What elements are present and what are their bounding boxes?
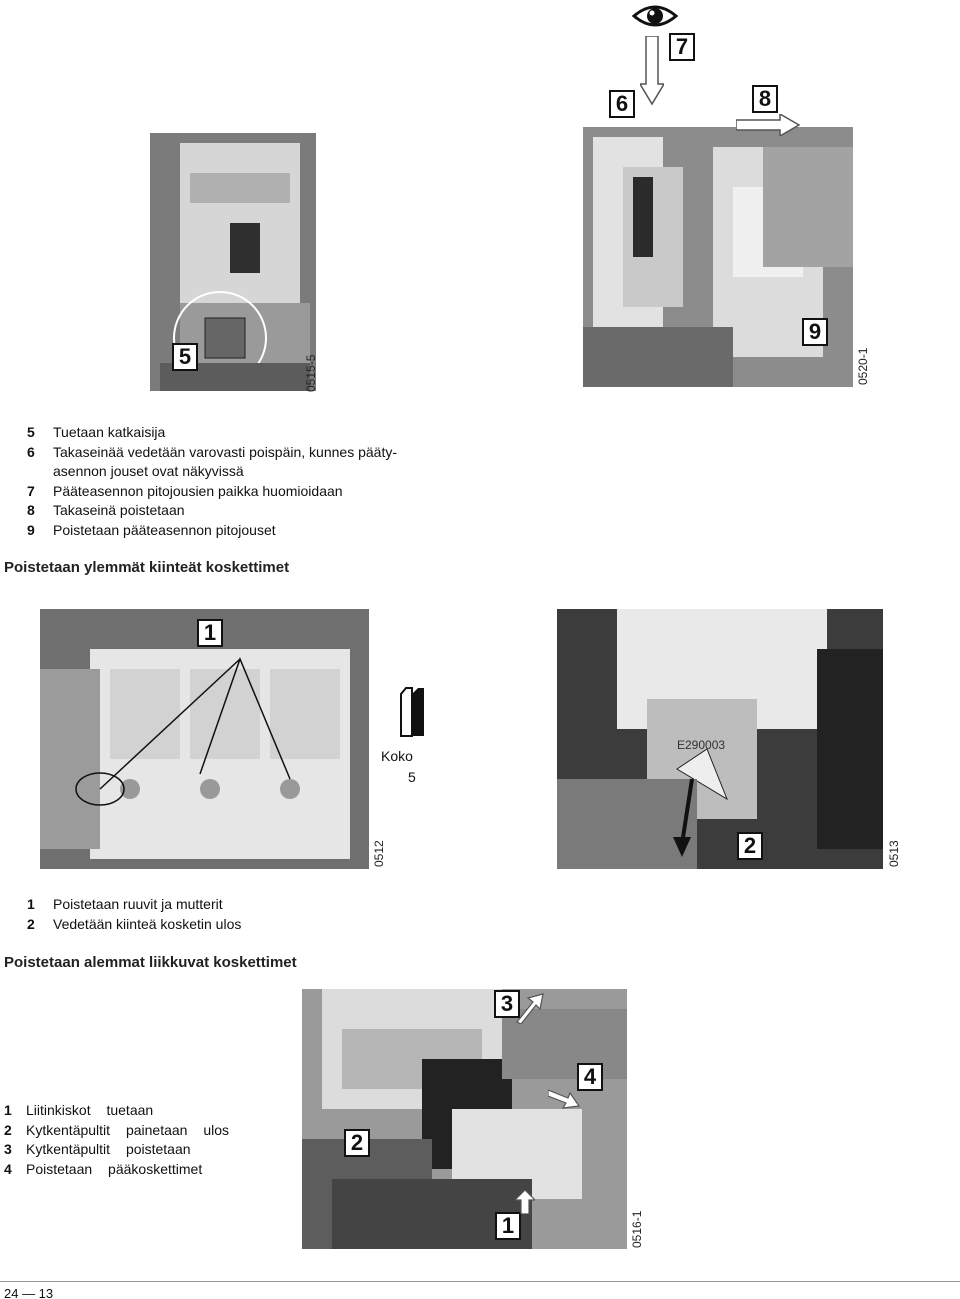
- arrow-up-right-icon: [515, 992, 545, 1024]
- legend-num: 1: [4, 1102, 12, 1118]
- arrow-right-icon: [736, 114, 800, 136]
- photo-pull-fixed-contact: [557, 609, 883, 869]
- legend-text: Poistetaan pääkoskettimet: [26, 1160, 203, 1177]
- arrow-up-icon: [515, 1190, 535, 1214]
- image-code-fig5: 0516-1: [630, 1210, 644, 1248]
- legend-text: Liitinkiskot tuetaan: [26, 1102, 154, 1118]
- size-label: Koko: [381, 748, 413, 764]
- legend-text: Poistetaan ruuvit ja mutterit: [53, 896, 223, 912]
- arrow-right-down-icon: [548, 1086, 580, 1110]
- image-code-fig2: 0520-1: [856, 347, 870, 385]
- legend-middle: [27, 895, 427, 934]
- legend-text-cont: asennon jouset ovat näkyvissä: [53, 463, 244, 479]
- legend-top: [27, 423, 467, 540]
- legend-item: [27, 501, 467, 521]
- callout-5: 5: [172, 343, 198, 371]
- photo-upper-contacts-screws: [40, 609, 369, 869]
- legend-text: Takaseinää vedetään varovasti poispäin, kunnes pääty-: [53, 443, 397, 460]
- callout-4: 4: [577, 1063, 603, 1091]
- legend-text: Tuetaan katkaisija: [53, 424, 166, 440]
- legend-item: [4, 1101, 304, 1121]
- size-value: 5: [408, 769, 416, 785]
- photo-lower-moving-contacts: [302, 989, 627, 1249]
- callout-8: 8: [752, 85, 778, 113]
- callout-7: 7: [669, 33, 695, 61]
- legend-item: [27, 443, 467, 463]
- eye-icon: [632, 2, 678, 30]
- legend-item: [4, 1140, 304, 1160]
- callout-2-upper: 2: [737, 832, 763, 860]
- legend-num: 9: [27, 521, 35, 538]
- legend-num: 8: [27, 502, 35, 518]
- legend-num: 5: [27, 424, 35, 440]
- callout-6: 6: [609, 90, 635, 118]
- legend-item: [27, 521, 467, 541]
- legend-num: 3: [4, 1141, 12, 1157]
- image-code-fig3: 0512: [372, 840, 386, 867]
- legend-item: [27, 482, 467, 502]
- callout-2-lower: 2: [344, 1129, 370, 1157]
- section-heading-lower: Poistetaan alemmat liikkuvat koskettimet: [4, 954, 297, 971]
- footer-divider: [0, 1281, 960, 1282]
- legend-num: 2: [27, 915, 35, 932]
- legend-item: [27, 895, 427, 915]
- callout-1-upper: 1: [197, 619, 223, 647]
- photo-remove-back-wall: [583, 127, 853, 387]
- legend-item: [27, 423, 467, 443]
- image-code-fig1: 0515-5: [304, 354, 318, 392]
- size-symbol-icon: [398, 686, 426, 738]
- legend-item: [4, 1160, 304, 1180]
- legend-num: 6: [27, 443, 35, 460]
- legend-item: [4, 1121, 304, 1141]
- legend-text: Takaseinä poistetaan: [53, 502, 185, 518]
- legend-bottom: [4, 1101, 304, 1179]
- callout-9: 9: [802, 318, 828, 346]
- legend-num: 7: [27, 482, 35, 499]
- legend-text: Poistetaan pääteasennon pitojouset: [53, 521, 276, 538]
- section-heading-upper: Poistetaan ylemmät kiinteät koskettimet: [4, 559, 290, 576]
- callout-3: 3: [494, 990, 520, 1018]
- arrow-down-icon: [640, 36, 664, 106]
- legend-num: 4: [4, 1160, 12, 1177]
- legend-text: Pääteasennon pitojousien paikka huomioidaan: [53, 482, 343, 499]
- image-code-fig4: 0513: [887, 840, 901, 867]
- legend-text: Kytkentäpultit painetaan ulos: [26, 1121, 230, 1138]
- callout-1-lower: 1: [495, 1212, 521, 1240]
- legend-item: [27, 915, 427, 935]
- page-number: 24 — 13: [4, 1286, 54, 1299]
- legend-num: 2: [4, 1121, 12, 1138]
- legend-num: 1: [27, 896, 35, 912]
- svg-text:E290003: E290003: [677, 738, 726, 752]
- legend-text: Kytkentäpultit poistetaan: [26, 1141, 191, 1157]
- legend-text: Vedetään kiinteä kosketin ulos: [53, 915, 242, 932]
